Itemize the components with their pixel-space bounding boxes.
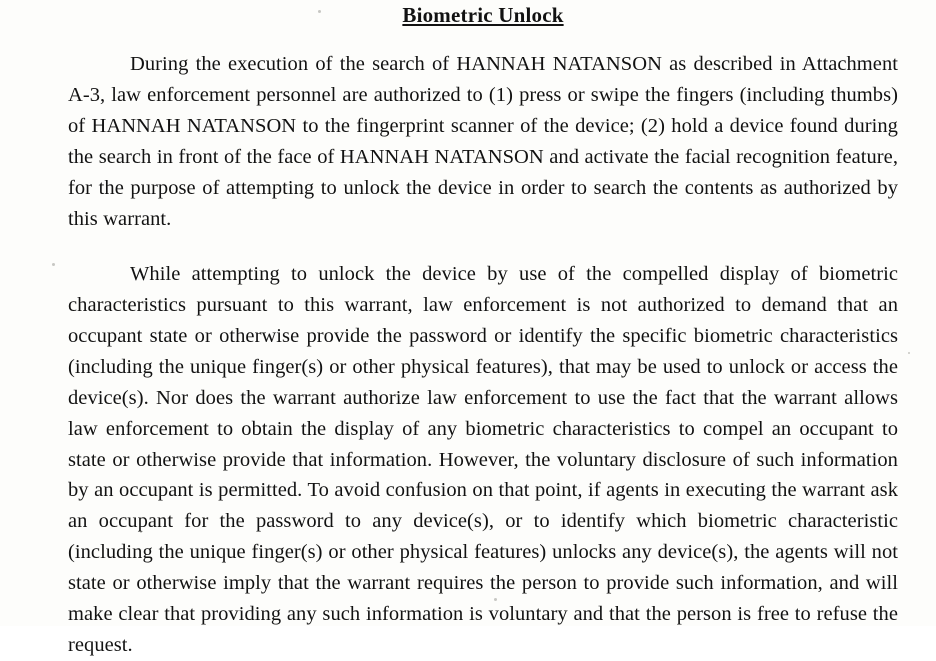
paragraph-1: During the execution of the search of HANNAH NATANSON as described in Attachment A-3, law enforcement personnel are authorized to (1) press or swipe the fingers (including thumbs) of HANNAH NATANSON to the fingerprint scanner of the device; (2) hold a device found during the search in front of the face of HANNAH NATANSON and activate the facial recognition feature, for the purpose of attempting to unlock the device in order to search the contents as authorized by this warrant. bbox=[68, 53, 898, 230]
document-body bbox=[68, 4, 898, 661]
scan-speckle bbox=[52, 263, 55, 266]
scan-speckle bbox=[908, 352, 910, 354]
page-title: Biometric Unlock bbox=[402, 3, 564, 27]
paragraph-2: While attempting to unlock the device by use of the compelled display of biometric characteristics pursuant to this warrant, law enforcement is not authorized to demand that an occupant state or otherwise provide the password or identify the specific biometric characteristics (including the unique finger(s) or other physical features), that may be used to unlock or access the device(s). Nor does the warrant authorize law enforcement to use the fact that the warrant allows law enforcement to obtain the display of any biometric characteristics to compel an occupant to state or otherwise provide that information. However, the voluntary disclosure of such information by an occupant is permitted. To avoid confusion on that point, if agents in executing the warrant ask an occupant for the password to any device(s), or to identify which biometric characteristic (including the unique finger(s) or other physical features) unlocks any device(s), the agents will not state or otherwise imply that the warrant requires the person to provide such information, and will make clear that providing any such information is voluntary and that the person is free to refuse the request. bbox=[68, 262, 898, 657]
